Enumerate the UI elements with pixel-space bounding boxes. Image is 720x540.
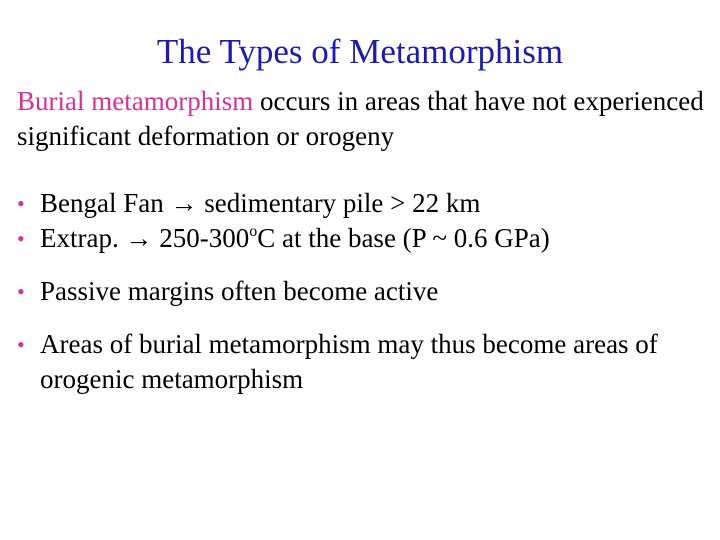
- intro-text: occurs in areas that have not experienced significant deformation or orogeny: [17, 86, 704, 151]
- bullet-marker: •: [17, 279, 25, 304]
- degree-superscript: o: [249, 223, 258, 240]
- bullet-item: [17, 221, 707, 256]
- bullet-marker: •: [17, 226, 25, 251]
- key-term: Burial metamorphism: [17, 86, 254, 116]
- bullet-text-before: Extrap. → 250-300: [40, 223, 250, 253]
- slide-title: The Types of Metamorphism: [156, 32, 564, 71]
- bullet-list: [17, 186, 707, 397]
- bullet-marker: •: [17, 332, 25, 357]
- bullet-text: Passive margins often become active: [40, 276, 439, 306]
- bullet-text: Areas of burial metamorphism may thus become areas of orogenic metamorphism: [40, 329, 658, 394]
- bullet-text: Bengal Fan → sedimentary pile > 22 km: [40, 188, 481, 218]
- bullet-item: [17, 327, 707, 397]
- bullet-text-after: C at the base (P ~ 0.6 GPa): [257, 223, 550, 253]
- bullet-item: [17, 274, 707, 309]
- bullet-marker: •: [17, 191, 25, 216]
- intro-paragraph: [17, 84, 707, 154]
- bullet-item: [17, 186, 707, 221]
